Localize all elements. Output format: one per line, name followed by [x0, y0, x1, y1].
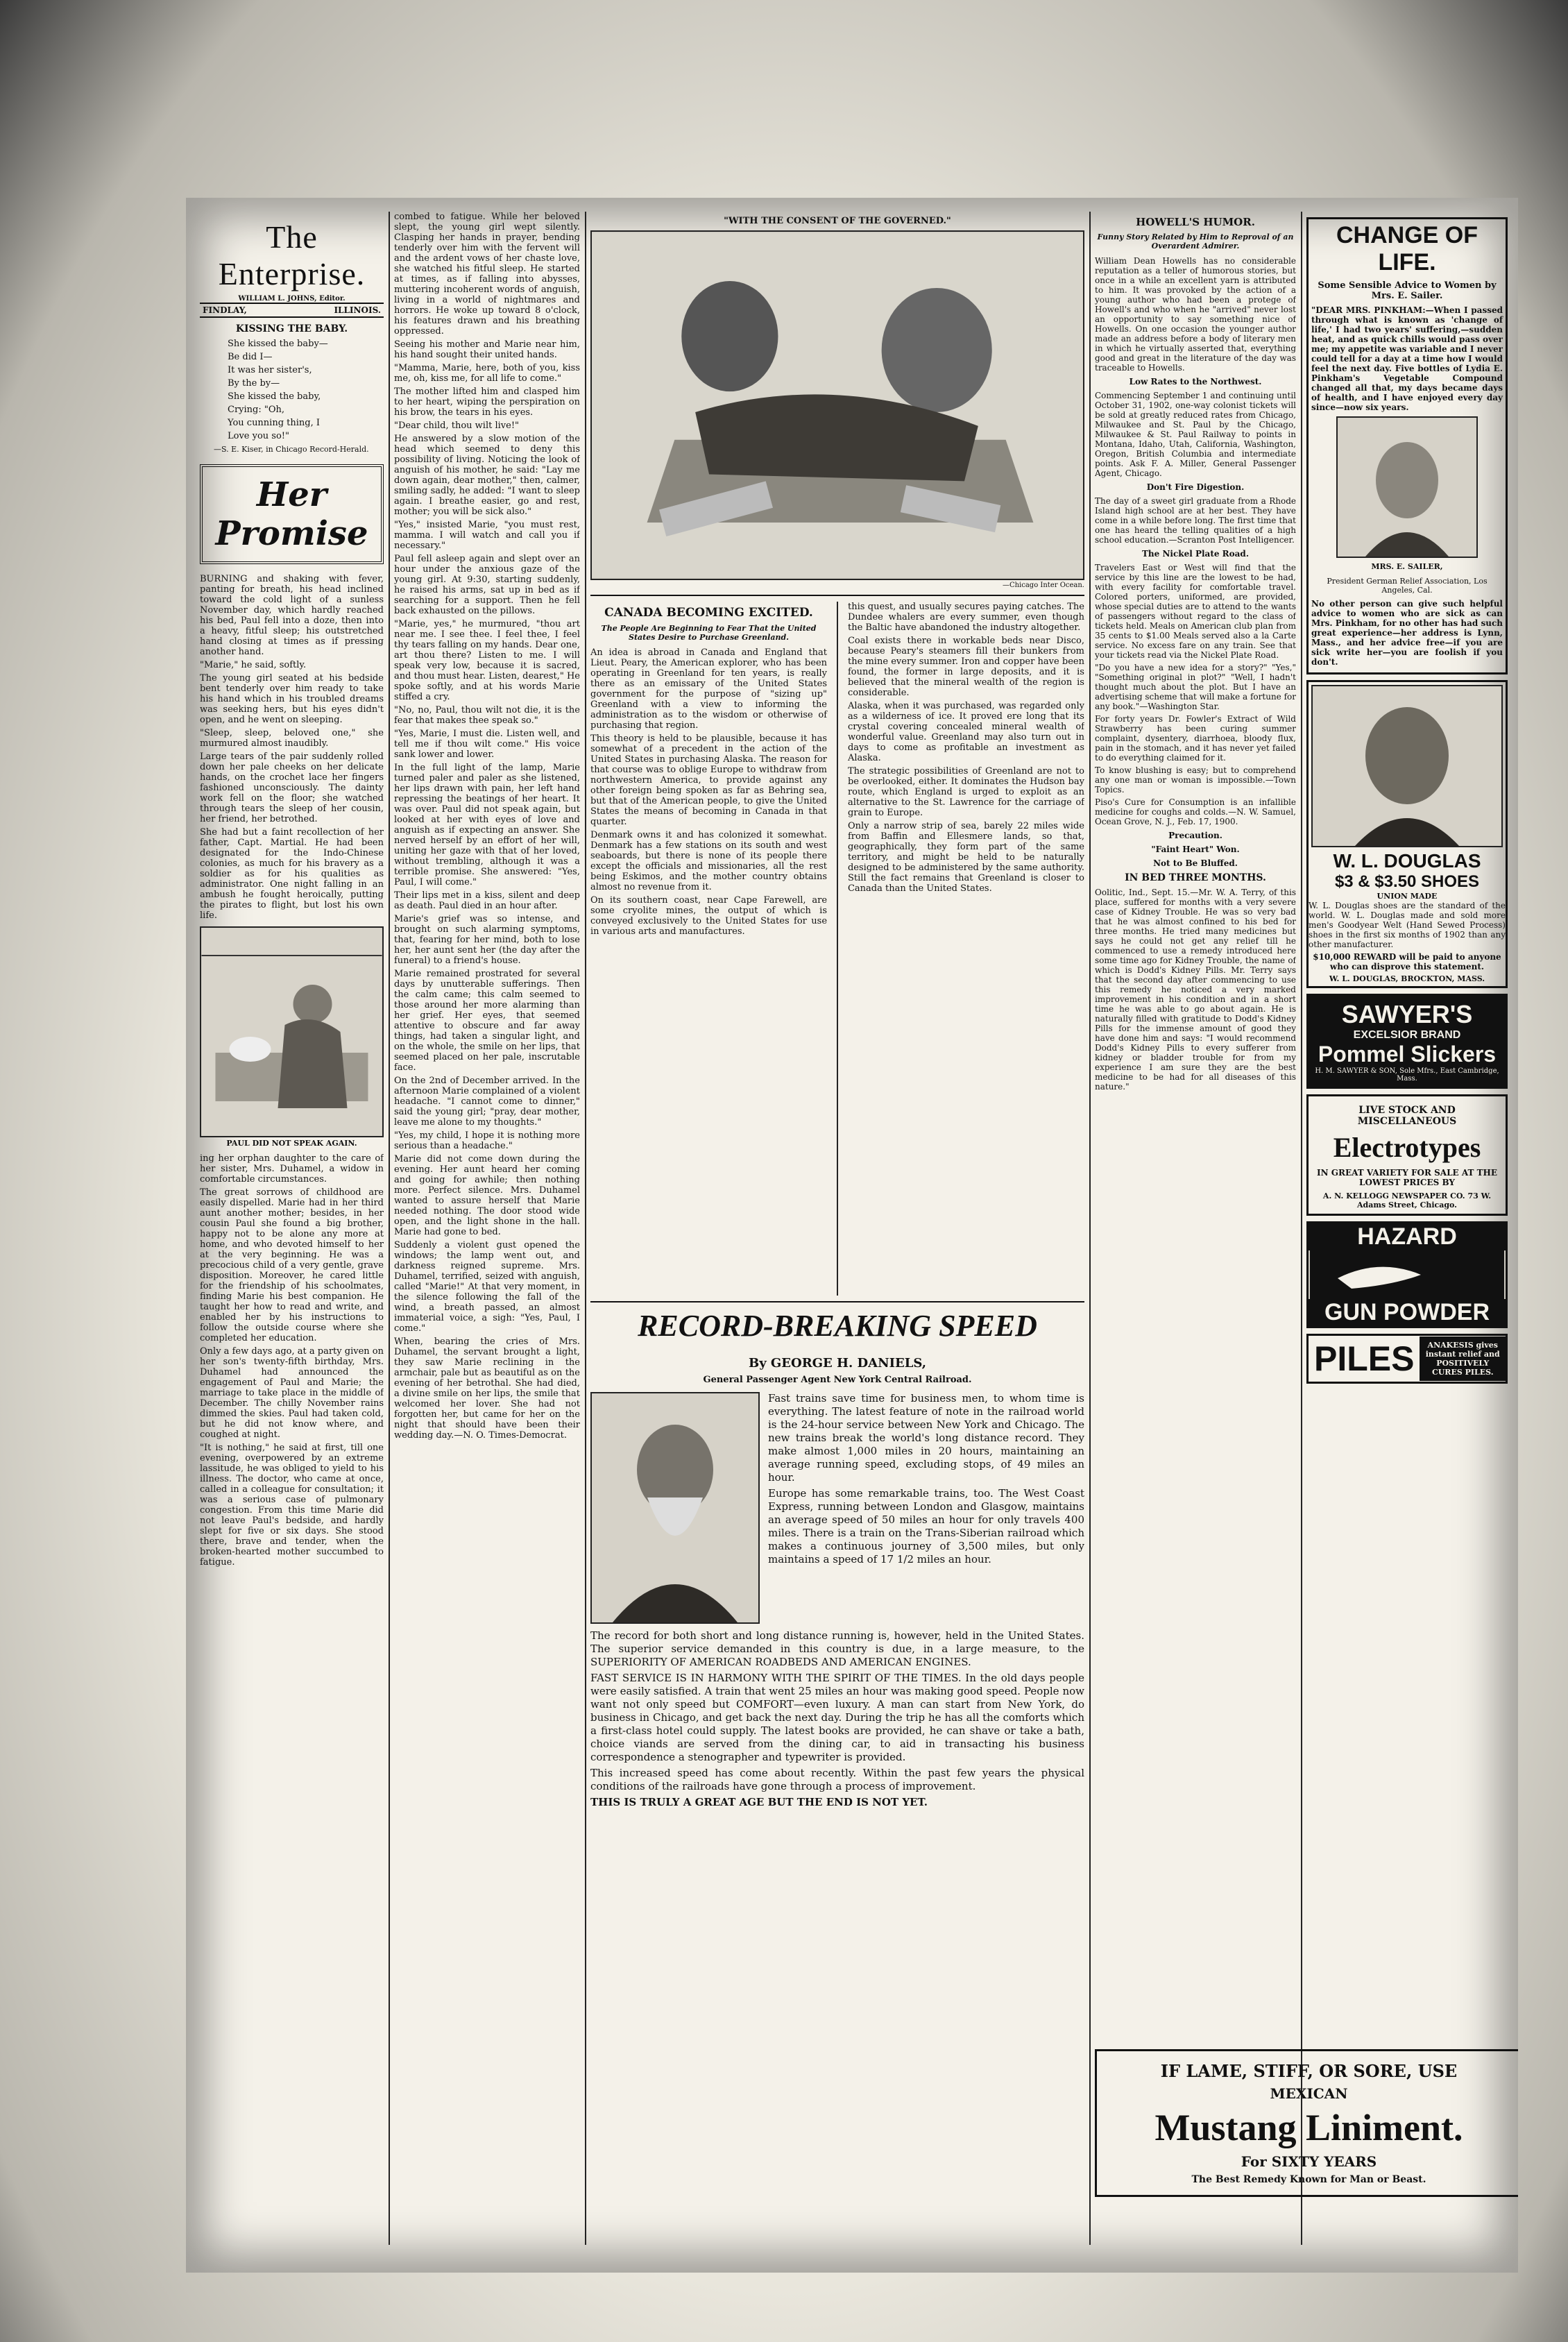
howells-headline: HOWELL'S HUMOR.	[1136, 216, 1255, 228]
canada-paragraph: Only a narrow strip of sea, barely 22 miles wide from Baffin and Ellesmere lands, so that, geographically, they form part of the same territory, and might be held to be naturally designed to be administered by the same authority. Still the fact remains that Greenland is closer to Canada than the United States.	[847, 821, 1084, 894]
divider	[590, 595, 1084, 596]
masthead-publisher: WILLIAM L. JOHNS, Editor.	[238, 295, 346, 303]
howells-subhead: Funny Story Related by Him to Reproval of an Overardent Admirer.	[1097, 232, 1294, 251]
sawyer-ad	[1306, 994, 1508, 1089]
story-illustration	[200, 926, 384, 1137]
bed-paragraph: Oolitic, Ind., Sept. 15.—Mr. W. A. Terry, of this place, suffered for months with a very severe case of Kidney Trouble. He was so very bad that he was almost confined to his bed for three months. He tried many medicines but says he could not get any relief till he commenced to use a remedy introduced here some time ago for Kidney Trouble, the name of which is Dodd's Kidney Pills. Mr. Terry says that the second day after commencing to use this remedy he noticed a very marked improvement in his condition and in a short time he was able to go about again. He is naturally filled with gratitude to Dodd's Kidney Pills for the immense amount of good they have done him and says: "I would recommend Dodd's Kidney Pills to every sufferer from kidney or bladder trouble for from my experience I am sure they are the best medicine to be had for all diseases of this nature."	[1095, 888, 1296, 1092]
story-paragraph: Only a few days ago, at a party given on her son's twenty-fifth birthday, Mrs. Duhamel had announced the engagement of Paul and Marie; the marriage to take place in the middle of December. The chilly November rains dimmed the skies. Paul had taken cold, but he did not know where, and coughed at night.	[200, 1346, 384, 1440]
column-rule	[389, 212, 390, 2245]
story-paragraph: BURNING and shaking with fever, panting for breath, his head inclined toward the cold light of a sunless November day, which hardly reached his bed, Paul fell into a doze, then into a heavy, fitful sleep; his outstretched hand closing at times as if pressing another hand.	[200, 574, 384, 657]
column-rule	[837, 602, 838, 1296]
mustang-title: Mustang Liniment.	[1154, 2107, 1463, 2148]
cartoon-icon	[592, 232, 1083, 579]
illustration-caption: PAUL DID NOT SPEAK AGAIN.	[226, 1139, 357, 1148]
douglas-title: W. L. DOUGLAS	[1333, 850, 1481, 872]
canada-col-left	[590, 602, 827, 1296]
electrotypes-ad	[1306, 1094, 1508, 1216]
story-paragraph: "Mamma, Marie, here, both of you, kiss me, oh, kiss me, for all life to come."	[394, 363, 580, 384]
poem-body	[200, 339, 384, 441]
masthead-title: The Enterprise.	[218, 219, 366, 291]
digestion-headline: Don't Fire Digestion.	[1146, 482, 1245, 492]
column-rule	[1301, 212, 1302, 2245]
story-paragraph: Marie's grief was so intense, and brought on such alarming symptoms, that, fearing for her mind, both to lose her, her aunt sent her (the day after the funeral) to a friend's house.	[394, 914, 580, 966]
speed-paragraph: The record for both short and long distance running is, however, held in the United States. The superior service demanded in this country is due, in a large measure, to the SUPERIORITY OF AMERICAN ROADBEDS AND AMERICAN ENGINES.	[590, 1629, 1084, 1668]
poem-line: She kissed the baby—	[228, 339, 328, 349]
story-paragraph: Large tears of the pair suddenly rolled down her pale cheeks on her delicate hands, on the crochet lace her fingers fashioned unconsciously. The dainty work fell on the floor; she watched through tears the sleep of her cousin, her friend, her betrothed.	[200, 752, 384, 824]
misc-paragraph: To know blushing is easy; but to comprehend any one man or woman is impossible.—Town Topics.	[1095, 765, 1296, 795]
nickel-paragraph: Travelers East or West will find that the service by this line are the lowest to be had, with every facility for comfortable travel. Colored porters, uniformed, are provided, whose special duties are to attend to the wants of passengers without regard to the class of tickets held. Meals on American club plan from 35 cents to $1.00 Meals served also a la Carte service. No excess fare on any train. See that your tickets read via the Nickel Plate Road.	[1095, 563, 1296, 660]
speed-headline: RECORD-BREAKING SPEED	[638, 1309, 1037, 1343]
speed-intro-text	[768, 1392, 1084, 1624]
canada-paragraph: Alaska, when it was purchased, was regarded only as a wilderness of ice. It proved ere long that its crystal covering concealed mineral wealth of wonderful value. Greenland may also turn out in days to come as profitable an investment as Alaska.	[847, 701, 1084, 763]
poem-line: Crying: "Oh,	[228, 405, 285, 415]
speed-paragraph: Europe has some remarkable trains, too. The West Coast Express, running between London and Glasgow, maintains an average speed of 50 miles an hour for only travels 400 miles. There is a train on the Trans-Siberian railroad which makes a continuous journey of 3,500 miles, but only maintains a speed of 17 1/2 miles an hour.	[768, 1487, 1084, 1565]
center-section	[590, 212, 1084, 2245]
canada-headline: CANADA BECOMING EXCITED.	[604, 606, 813, 620]
electro-sub: IN GREAT VARIETY FOR SALE AT THE LOWEST PRICES BY	[1316, 1168, 1498, 1187]
portrait-icon	[592, 1393, 758, 1622]
portrait-icon	[1338, 418, 1476, 557]
canada-paragraph: This theory is held to be plausible, because it has somewhat of a precedent in the action of the United States in purchasing Alaska. The reason for that course was to oblige Europe to withdraw from northwestern America, to provide against any other foreign being spoken as far as Behring sea, but that of the American people, to give the United States the means of becoming in Canada in that quarter.	[590, 733, 828, 827]
misc-paragraph: Piso's Cure for Consumption is an infallible medicine for coughs and colds.—N. W. Samuel, Ocean Grove, N. J., Feb. 17, 1900.	[1095, 797, 1296, 826]
author-portrait	[590, 1392, 760, 1624]
piles-body: ANAKESIS gives instant relief and POSITIVELY CURES PILES.	[1420, 1337, 1506, 1381]
portrait-icon	[1313, 686, 1501, 846]
speed-paragraph: This increased speed has come about recently. Within the past few years the physical conditions of the railroads have gone through a process of improvement.	[590, 1767, 1084, 1792]
rates-paragraph: Commencing September 1 and continuing until October 31, 1902, one-way colonist tickets will be sold at greatly reduced rates from Chicago, Milwaukee and St. Paul by the Chicago, Milwaukee & St. Paul Railway to points in Montana, Idaho, Utah, California, Washington, Oregon, British Columbia and intermediate points. Ask F. A. Miller, General Passenger Agent, Chicago.	[1095, 391, 1296, 478]
political-cartoon	[590, 230, 1084, 580]
portrait-subcaption: President German Relief Association, Los Angeles, Cal.	[1327, 577, 1488, 595]
electro-title: Electrotypes	[1333, 1132, 1481, 1163]
story-paragraph: The young girl seated at his bedside bent tenderly over him ready to take his hand which in his troubled dreams was seeking hers, but his eyes didn't open, and he went on sleeping.	[200, 673, 384, 725]
story-paragraph: ing her orphan daughter to the care of her sister, Mrs. Duhamel, a widow in comfortable circumstances.	[200, 1153, 384, 1185]
piles-title: PILES	[1314, 1339, 1415, 1378]
story-title: Her Promise	[200, 464, 384, 564]
story-paragraph: Suddenly a violent gust opened the windows; the lamp went out, and darkness reigned supreme. Mrs. Duhamel, terrified, seized with anguish, called "Marie!" At that very moment, in the silence following the fall of the wind, a breath passed, an almost immaterial voice, a sigh: "Yes, Paul, I come."	[394, 1240, 580, 1334]
poem-line: It was her sister's,	[228, 365, 312, 375]
story-paragraph: "Dear child, thou wilt live!"	[394, 421, 520, 431]
canada-col-right	[848, 602, 1084, 1296]
pinkham-ad	[1306, 217, 1508, 674]
hazard-ad	[1306, 1221, 1508, 1328]
story-paragraph: "Marie," he said, softly.	[200, 660, 307, 670]
story-paragraph: Paul fell asleep again and slept over an hour under the anxious gaze of the young girl. At 9:30, starting suddenly, he raised his arms, sat up in bed as if searching for a support. Then he fell back exhausted on the pillows.	[394, 554, 580, 616]
story-paragraph: The great sorrows of childhood are easily dispelled. Marie had in her third aunt another mother; besides, in her cousin Paul she found a big brother, happy not to be alone any more at home, and who devoted himself to her at the very beginning. He was a precocious child of a very gentle, grave disposition. Moreover, he cared little for the friendship of his schoolmates, finding Marie his best companion. He taught her how to read and write, and enabled her by his instructions to follow the outside course where she completed her education.	[200, 1187, 384, 1343]
douglas-sub: UNION MADE	[1377, 892, 1438, 901]
bedside-scene-icon	[201, 928, 382, 1136]
column-rule	[585, 212, 586, 2245]
mustang-bottom: The Best Remedy Known for Man or Beast.	[1191, 2174, 1426, 2185]
pinkham-subtitle: Some Sensible Advice to Women by Mrs. E. Sailer.	[1318, 280, 1497, 301]
mustang-top: IF LAME, STIFF, OR SORE, USE	[1160, 2061, 1458, 2081]
story-paragraph: He answered by a slow motion of the head which seemed to deny this possibility of living. Noticing the look of anguish of his mother, he said: "Lay me down again, dear mother," then, calmer, smiling sadly, he added: "I want to sleep again. I breathe easier, go and rest, mother; you will be sick also."	[394, 434, 580, 517]
story-paragraph: On the 2nd of December arrived. In the afternoon Marie complained of a violent headache. "I cannot come to dinner," said the young girl; "pray, dear mother, leave me alone to my thoughts."	[394, 1076, 580, 1128]
masthead-town: FINDLAY,	[203, 305, 247, 315]
sawyer-maker: H. M. SAWYER & SON, Sole Mfrs., East Cambridge, Mass.	[1315, 1067, 1499, 1083]
douglas-portrait	[1311, 685, 1503, 847]
douglas-reward: $10,000 REWARD will be paid to anyone who can disprove this statement.	[1313, 952, 1501, 971]
canada-article	[590, 602, 1084, 1296]
cartoon-credit: —Chicago Inter Ocean.	[1002, 582, 1084, 589]
electro-top: LIVE STOCK AND MISCELLANEOUS	[1357, 1105, 1457, 1127]
column-howells	[1095, 212, 1296, 2245]
column-ads	[1306, 212, 1508, 2023]
story-paragraph: Their lips met in a kiss, silent and deep as death. Paul died in an hour after.	[394, 890, 580, 911]
story-paragraph: "Marie, yes," he murmured, "thou art near me. I see thee. I feel thee, I feel thy tears falling on my hands. Dear one, art thou there? Listen to me. I will speak very low, because it is sacred, and thou must hear. Listen, dearest," He spoke softly, and at his words Marie stiffed a cry.	[394, 619, 580, 702]
story-paragraph: "It is nothing," he said at first, till one evening, overpowered by an extreme lassitude, he was obliged to yield to his illness. The doctor, who came at once, called in a colleague for consultation; it was a serious case of pulmonary congestion. From this time Marie did not leave Paul's bedside, and hardly slept for five or six days. She stood there, brave and tender, when the broken-hearted mother succumbed to fatigue.	[200, 1443, 384, 1568]
story-paragraph: "Yes," insisted Marie, "you must rest, mamma. I will watch and call you if necessary."	[394, 520, 580, 551]
sawyer-title: SAWYER'S	[1341, 1000, 1473, 1028]
sailer-portrait	[1336, 416, 1478, 558]
story-paragraph: She had but a faint recollection of her father, Capt. Martial. He had been designated for the Indo-Chinese colonies, as much for his bravery as a soldier as for his qualities as administrator. One night falling in an ambush he fought heroically, putting the pirates to flight, but lost his own life.	[200, 827, 384, 921]
canada-paragraph: Coal exists there in workable beds near Disco, because Peary's steamers fill their bunkers from the mine every summer. Iron and copper have been found, the former in large deposits, and it is believed that the mineral wealth of the region is considerable.	[847, 636, 1084, 698]
poem-line: By the by—	[228, 378, 280, 389]
speed-author-title: General Passenger Agent New York Central Railroad.	[703, 1375, 972, 1385]
misc-paragraph: For forty years Dr. Fowler's Extract of Wild Strawberry has been curing summer complaint, dysentery, diarrhoea, bloody flux, pain in the stomach, and it has never yet failed to do everything claimed for it.	[1095, 714, 1296, 763]
portrait-caption: MRS. E. SAILER,	[1371, 562, 1443, 571]
sawyer-brand: EXCELSIOR BRAND	[1353, 1029, 1461, 1041]
story-paragraph: "No, no, Paul, thou wilt not die, it is the fear that makes thee speak so."	[394, 705, 580, 726]
story-paragraph: Seeing his mother and Marie near him, his hand sought their united hands.	[394, 339, 580, 360]
speed-intro	[590, 1392, 1084, 1624]
piles-ad	[1306, 1334, 1508, 1384]
poem-line: Be did I—	[228, 352, 273, 362]
mustang-years: For SIXTY YEARS	[1241, 2153, 1377, 2170]
digestion-paragraph: The day of a sweet girl graduate from a Rhode Island high school are at her best. They have come in a while before long. The first time that one has heard the telling qualities of a high school education.—Scranton Post Intelligencer.	[1095, 496, 1296, 545]
column-rule	[1089, 212, 1091, 2245]
masthead-state: ILLINOIS.	[334, 305, 381, 315]
masthead-dateline	[200, 303, 384, 318]
mustang-ad	[1095, 2049, 1518, 2197]
douglas-price: $3 & $3.50 SHOES	[1334, 872, 1480, 891]
canada-paragraph: On its southern coast, near Cape Farewell, are some cryolite mines, the output of which is conveyed exclusively to the United States for use in various arts and manufactures.	[590, 895, 828, 937]
story-paragraph: In the full light of the lamp, Marie turned paler and paler as she listened, her lips drawn with pain, her left hand repressing the beatings of her heart. It was over. Paul did not speak again, but looked at her with eyes of love and anguish as if expecting an answer. She nerved herself by an effort of her will, uniting her gaze with that of her loved, without trembling, although it was a terrible promise. She answered: "Yes, Paul, I will come."	[394, 763, 580, 888]
poem-line: You cunning thing, I	[228, 418, 321, 428]
story-paragraph: When, bearing the cries of Mrs. Duhamel, the servant brought a light, they saw Marie reclining in the armchair, pale but as beautiful as on the evening of her betrothal. She had died, a divine smile on her lips, the smile that welcomed her lover. She had not forgotten her, but came for her on the night that should have been their wedding day.—N. O. Times-Democrat.	[394, 1337, 580, 1441]
bluffed-headline: Not to Be Bluffed.	[1153, 858, 1238, 868]
bed-headline: IN BED THREE MONTHS.	[1125, 872, 1266, 883]
precaution-headline: Precaution.	[1168, 831, 1222, 840]
howells-paragraph: William Dean Howells has no considerable reputation as a teller of humorous stories, but once in a while an excellent yarn is attributed to him. It was provoked by the action of a young author who had been a protege of Howell's and who when he "arrived" never lost an opportunity to say something nice of Howells. On one occasion the younger author made an address before a body of literary men in which he virtually asserted that, everything good and great in the literature of the day was traceable to Howells.	[1095, 256, 1296, 373]
electro-address: A. N. KELLOGG NEWSPAPER CO. 73 W. Adams Street, Chicago.	[1322, 1191, 1492, 1210]
story-paragraph: The mother lifted him and clasped him to her heart, wiping the perspiration on his brow, the tears in his eyes.	[394, 387, 580, 418]
canada-paragraph: this quest, and usually secures paying catches. The Dundee whalers are every summer, even though the Baltic have abandoned the industry altogether.	[847, 602, 1084, 633]
speed-paragraph: FAST SERVICE IS IN HARMONY WITH THE SPIRIT OF THE TIMES. In the old days people were easily satisfied. A train that went 25 miles an hour was making good speed. People now want not only speed but COMFORT—even luxury. A man can start from New York, do business in Chicago, and get back the next day. During the trip he has all the comforts which a first-class hotel could supply. The latest books are provided, he can shave or take a bath, choice viands are served from the dining car, to aid in transacting his business correspondence a stenographer and typewriter is provided.	[590, 1672, 1084, 1763]
faint-headline: "Faint Heart" Won.	[1151, 845, 1240, 854]
poem-title: KISSING THE BABY.	[235, 323, 348, 334]
sawyer-product: Pommel Slickers	[1318, 1042, 1497, 1067]
hazard-bottom: GUN POWDER	[1309, 1299, 1506, 1326]
pinkham-title: CHANGE OF LIFE.	[1336, 222, 1478, 275]
story-paragraph: Marie remained prostrated for several days by unutterable sufferings. Then the calm came; this calm seemed to those around her more alarming than her grief. Her eyes, that seemed attentive to obscure and far away things, had taken a singular light, and on the whole, the smile on her lips, that seemed placed on her pale, inscrutable face.	[394, 969, 580, 1073]
misc-paragraph: "Do you have a new idea for a story?" "Yes," "Something original in plot?" "Well, I hadn't thought much about the plot. But I have an advertising scheme that will make a fortune for any book."—Washington Star.	[1095, 663, 1296, 711]
speed-byline: By GEORGE H. DANIELS,	[748, 1356, 927, 1371]
douglas-body: W. L. Douglas shoes are the standard of the world. W. L. Douglas made and sold more men's Goodyear Welt (Hand Sewed Process) shoes in the first six months of 1902 than any other manufacturer.	[1309, 901, 1506, 949]
poem-credit: —S. E. Kiser, in Chicago Record-Herald.	[214, 445, 369, 454]
column-2	[394, 212, 580, 2245]
rates-headline: Low Rates to the Northwest.	[1129, 377, 1262, 387]
canada-paragraph: The strategic possibilities of Greenland are not to be overlooked, either. It dominates the Hudson bay route, which England is urged to exploit as an alternative to the St. Lawrence for the carriage of grain to Europe.	[847, 766, 1084, 818]
story-paragraph: combed to fatigue. While her beloved slept, the young girl wept silently. Clasping her hands in prayer, bending tenderly over him with the fervent will and the ardent vows of her chaste love, she watched his fitful sleep. He started at times, as if falling into abysses, muttering incoherent words of anguish, living in a world of nightmares and horrors. He woke up toward 8 o'clock, his features drawn and his breathing oppressed.	[394, 212, 580, 337]
douglas-footer: W. L. DOUGLAS, BROCKTON, MASS.	[1329, 974, 1485, 983]
douglas-ad	[1306, 680, 1508, 988]
story-paragraph: "Yes, Marie, I must die. Listen well, and tell me if thou wilt come." His voice sank lower and lower.	[394, 729, 580, 760]
newspaper-page	[186, 198, 1518, 2273]
story-paragraph: Marie did not come down during the evening. Her aunt heard her coming and going for awhile; then nothing more. Perfect silence. Mrs. Duhamel wanted to assure herself that Marie needed nothing. The door stood wide open, and the light shone in the hall. Marie had gone to bed.	[394, 1154, 580, 1237]
mustang-mid: MEXICAN	[1270, 2085, 1348, 2102]
nickel-headline: The Nickel Plate Road.	[1141, 549, 1250, 559]
canada-paragraph: An idea is abroad in Canada and England that Lieut. Peary, the American explorer, who has been operating in Greenland for ten years, is really there as an emissary of the United States government for the purpose of "sizing up" Greenland with a view to informing the administration as to the wisdom or otherwise of purchasing that region.	[590, 647, 828, 731]
canada-paragraph: Denmark owns it and has colonized it somewhat. Denmark has a few stations on its south and west seaboards, but there is none of its people there except the officials and missionaries, all the rest being Eskimos, and the mother country obtains almost no revenue from it.	[590, 830, 828, 892]
canada-subhead: The People Are Beginning to Fear That the United States Desire to Purchase Greenland.	[601, 624, 817, 642]
speed-paragraph: THIS IS TRULY A GREAT AGE BUT THE END IS NOT YET.	[590, 1796, 928, 1808]
divider	[590, 1301, 1084, 1302]
bird-icon	[1309, 1250, 1506, 1299]
hazard-top: HAZARD	[1309, 1223, 1506, 1250]
cartoon-title: "WITH THE CONSENT OF THE GOVERNED."	[724, 216, 951, 226]
story-paragraph: "Sleep, sleep, beloved one," she murmured almost inaudibly.	[200, 728, 384, 749]
pinkham-close: No other person can give such helpful advice to women who are sick as can Mrs. Pinkham, for no other has had such great experience—her address is Lynn, Mass., and her advice free—if you are sick write her—you are foolish if you don't.	[1311, 599, 1503, 667]
speed-paragraph: Fast trains save time for business men, to whom time is everything. The latest feature of note in the railroad world is the 24-hour service between New York and Chicago. The new trains break the world's long distance record. They make almost 1,000 miles in 20 hours, maintaining an average running speed, excluding stops, of 49 miles an hour.	[768, 1392, 1084, 1484]
pinkham-body: "DEAR MRS. PINKHAM:—When I passed through what is known as 'change of life,' I had two years' suffering,—sudden heat, and as quick chills would pass over me; my appetite was variable and I never could tell for a day at a time how I would feel the next day. Five bottles of Lydia E. Pinkham's Vegetable Compound changed all that, my days became days of health, and I have enjoyed every day since—now six years.	[1311, 305, 1503, 412]
story-paragraph: "Yes, my child, I hope it is nothing more serious than a headache."	[394, 1130, 580, 1151]
poem-line: She kissed the baby,	[228, 391, 321, 402]
column-1	[200, 212, 384, 2245]
poem-line: Love you so!"	[228, 431, 290, 441]
